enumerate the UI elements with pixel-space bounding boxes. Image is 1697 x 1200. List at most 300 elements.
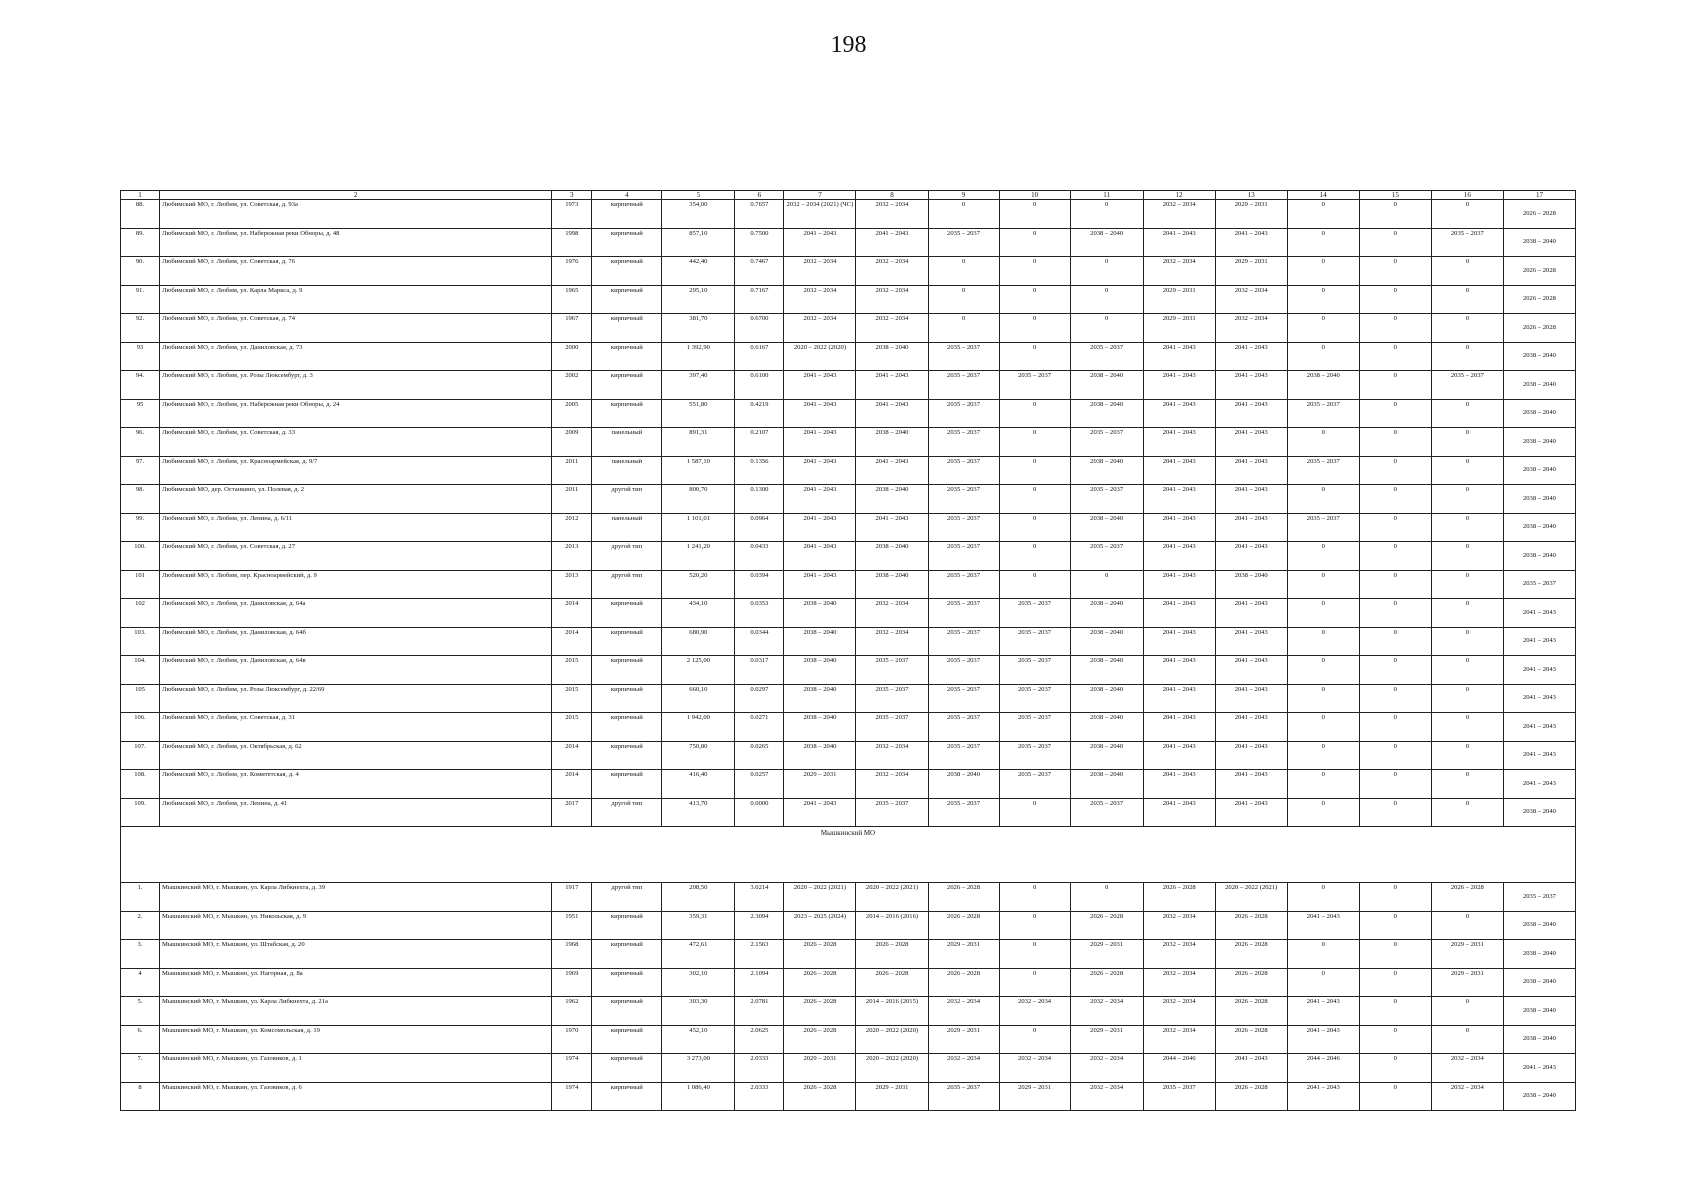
table-cell: Любимский МО, г. Любим, ул. Советская, д. 33: [160, 428, 552, 457]
table-cell: 2041 – 2043: [1143, 599, 1215, 628]
table-cell: 6.: [121, 1025, 160, 1054]
table-cell: 2032 – 2034: [856, 257, 928, 286]
table-cell: 1970: [552, 1025, 592, 1054]
table-cell: 2026 – 2028: [1070, 911, 1143, 940]
table-cell: 2038 – 2040: [1070, 627, 1143, 656]
table-cell: 0: [1431, 542, 1503, 571]
table-cell: 2041 – 2043: [1215, 228, 1287, 257]
table-cell: 2029 – 2031: [1431, 940, 1503, 969]
table-cell: Мышкинский МО, г. Мышкин, ул. Карла Либкнехта, д. 39: [160, 883, 552, 912]
table-cell: 2038 – 2040: [856, 428, 928, 457]
table-cell: 2038 – 2040: [856, 570, 928, 599]
table-cell: 95: [121, 399, 160, 428]
table-cell: 2026 – 2028: [1215, 968, 1287, 997]
table-cell: 2014 – 2016 (2015): [856, 997, 928, 1026]
table-cell: 0: [1287, 257, 1359, 286]
table-row: [121, 656, 1576, 685]
table-cell: 0: [1431, 428, 1503, 457]
table-cell: 0: [1359, 741, 1431, 770]
table-cell: Мышкинский МО, г. Мышкин, ул. Никольская, д. 9: [160, 911, 552, 940]
table-cell: 2032 – 2034: [1070, 997, 1143, 1026]
table-cell: 2038 – 2040: [1503, 399, 1575, 428]
section-row: [121, 827, 1576, 883]
table-row: [121, 968, 1576, 997]
table-cell: кирпичный: [592, 342, 662, 371]
table-row: [121, 257, 1576, 286]
table-cell: 2029 – 2031: [1143, 314, 1215, 343]
table-cell: 0: [1359, 371, 1431, 400]
table-cell: 0: [1359, 428, 1431, 457]
table-cell: 2029 – 2031: [784, 770, 856, 799]
table-cell: 2041 – 2043: [784, 228, 856, 257]
table-cell: 2038 – 2040: [1503, 1082, 1575, 1111]
table-cell: 416,40: [662, 770, 735, 799]
table-cell: 108.: [121, 770, 160, 799]
table-cell: 2032 – 2034: [784, 314, 856, 343]
table-cell: 1969: [552, 968, 592, 997]
page-number: 198: [830, 32, 867, 58]
table-cell: 94.: [121, 371, 160, 400]
table-cell: 0: [999, 911, 1070, 940]
table-cell: 2035 – 2037: [1070, 342, 1143, 371]
table-cell: 0: [1359, 228, 1431, 257]
table-cell: 208,50: [662, 883, 735, 912]
table-cell: 2041 – 2043: [1215, 741, 1287, 770]
table-cell: 2038 – 2040: [1503, 542, 1575, 571]
table-cell: 0: [1287, 314, 1359, 343]
table-row: [121, 599, 1576, 628]
table-row: [121, 798, 1576, 827]
table-cell: 660,10: [662, 684, 735, 713]
table-cell: Любимский МО, г. Любим, ул. Ленина, д. 6/11: [160, 513, 552, 542]
table-cell: 0.0433: [735, 542, 784, 571]
table-cell: 2038 – 2040: [1503, 798, 1575, 827]
table-row: [121, 285, 1576, 314]
table-cell: 2041 – 2043: [1143, 741, 1215, 770]
table-cell: 2038 – 2040: [1503, 456, 1575, 485]
table-cell: 2038 – 2040: [1070, 371, 1143, 400]
table-cell: Любимский МО, г. Любим, ул. Набережная реки Обноры, д. 24: [160, 399, 552, 428]
table-cell: 0: [1359, 456, 1431, 485]
table-cell: 2015: [552, 656, 592, 685]
table-cell: 2029 – 2031: [1215, 257, 1287, 286]
table-cell: 0.7467: [735, 257, 784, 286]
table-cell: 0: [1359, 798, 1431, 827]
table-cell: 2000: [552, 342, 592, 371]
table-cell: 1 086,40: [662, 1082, 735, 1111]
table-cell: 2035 – 2037: [928, 456, 999, 485]
table-cell: 0: [1359, 997, 1431, 1026]
table-cell: 105: [121, 684, 160, 713]
table-cell: 413,70: [662, 798, 735, 827]
table-cell: 2032 – 2034: [1143, 997, 1215, 1026]
table-cell: 0.0297: [735, 684, 784, 713]
table-cell: 0: [999, 883, 1070, 912]
table-cell: 397,40: [662, 371, 735, 400]
table-cell: кирпичный: [592, 399, 662, 428]
table-cell: 0.0000: [735, 798, 784, 827]
table-cell: 0.0394: [735, 570, 784, 599]
table-cell: 0: [999, 940, 1070, 969]
table-cell: 472,61: [662, 940, 735, 969]
table-cell: 0: [1431, 798, 1503, 827]
table-cell: 0: [1431, 257, 1503, 286]
table-cell: 2014: [552, 741, 592, 770]
table-cell: 2041 – 2043: [1287, 911, 1359, 940]
table-cell: 3 273,00: [662, 1054, 735, 1083]
table-cell: 2041 – 2043: [1215, 542, 1287, 571]
table-cell: 0: [1287, 599, 1359, 628]
table-cell: 0: [1070, 314, 1143, 343]
table-row: [121, 456, 1576, 485]
table-cell: 2029 – 2031: [1143, 285, 1215, 314]
table-cell: 2041 – 2043: [1143, 399, 1215, 428]
column-number: 1: [121, 191, 160, 200]
table-cell: кирпичный: [592, 285, 662, 314]
table-cell: 5.: [121, 997, 160, 1026]
table-cell: 0: [1431, 342, 1503, 371]
table-cell: 2038 – 2040: [1503, 371, 1575, 400]
table-cell: другой тип: [592, 570, 662, 599]
table-row: [121, 570, 1576, 599]
table-cell: 0: [999, 1025, 1070, 1054]
table-cell: 0: [1359, 542, 1431, 571]
table-row: [121, 485, 1576, 514]
table-cell: кирпичный: [592, 940, 662, 969]
table-cell: 2029 – 2031: [928, 1025, 999, 1054]
table-cell: кирпичный: [592, 997, 662, 1026]
table-cell: 2014: [552, 770, 592, 799]
table-cell: 0: [1359, 940, 1431, 969]
table-cell: 2032 – 2034: [1143, 1025, 1215, 1054]
table-cell: 2029 – 2031: [1070, 1025, 1143, 1054]
table-cell: 2035 – 2037: [856, 684, 928, 713]
table-cell: 0: [1431, 485, 1503, 514]
table-cell: 1967: [552, 314, 592, 343]
table-cell: 303,30: [662, 997, 735, 1026]
table-cell: 2041 – 2043: [1215, 399, 1287, 428]
table-cell: 2032 – 2034: [1143, 968, 1215, 997]
table-cell: 0.0271: [735, 713, 784, 742]
table-cell: 2015: [552, 684, 592, 713]
table-cell: 7.: [121, 1054, 160, 1083]
table-cell: 2020 – 2022 (2021): [1215, 883, 1287, 912]
table-cell: 2041 – 2043: [856, 513, 928, 542]
table-cell: 0: [1431, 314, 1503, 343]
table-cell: 2035 – 2037: [928, 342, 999, 371]
table-cell: 2041 – 2043: [1503, 741, 1575, 770]
table-cell: кирпичный: [592, 599, 662, 628]
table-cell: 2035 – 2037: [999, 741, 1070, 770]
table-cell: 0: [1359, 200, 1431, 229]
table-cell: 442,40: [662, 257, 735, 286]
table-cell: 2035 – 2037: [1431, 371, 1503, 400]
table-cell: 2035 – 2037: [999, 713, 1070, 742]
table-cell: другой тип: [592, 883, 662, 912]
table-cell: 2005: [552, 399, 592, 428]
table-cell: 2020 – 2022 (2020): [784, 342, 856, 371]
table-cell: 2.1563: [735, 940, 784, 969]
table-cell: 0: [999, 513, 1070, 542]
table-cell: 99.: [121, 513, 160, 542]
table-cell: 2026 – 2028: [1503, 285, 1575, 314]
table-cell: 0: [999, 285, 1070, 314]
table-cell: 891,31: [662, 428, 735, 457]
table-cell: 4: [121, 968, 160, 997]
table-cell: 1974: [552, 1082, 592, 1111]
table-cell: 2035 – 2037: [1070, 798, 1143, 827]
table-cell: 0: [1070, 257, 1143, 286]
table-cell: 2026 – 2028: [1503, 257, 1575, 286]
table-cell: 0: [1359, 570, 1431, 599]
table-cell: 2035 – 2037: [1143, 1082, 1215, 1111]
table-cell: 0.4219: [735, 399, 784, 428]
table-cell: 2032 – 2034: [856, 770, 928, 799]
table-cell: 2041 – 2043: [784, 542, 856, 571]
table-cell: 101: [121, 570, 160, 599]
table-row: [121, 314, 1576, 343]
table-cell: 2014: [552, 627, 592, 656]
table-cell: 0: [928, 285, 999, 314]
column-number: 15: [1359, 191, 1431, 200]
table-cell: 2032 – 2034 (2021) (ЧС): [784, 200, 856, 229]
table-cell: 2.1094: [735, 968, 784, 997]
table-row: [121, 200, 1576, 229]
table-cell: 2032 – 2034: [856, 285, 928, 314]
table-cell: 2038 – 2040: [1287, 371, 1359, 400]
column-number: 16: [1431, 191, 1503, 200]
table-cell: 2035 – 2037: [1431, 228, 1503, 257]
table-cell: 1 101,01: [662, 513, 735, 542]
table-cell: 2032 – 2034: [999, 997, 1070, 1026]
table-cell: 2035 – 2037: [928, 570, 999, 599]
table-cell: 2035 – 2037: [928, 1082, 999, 1111]
table-cell: кирпичный: [592, 684, 662, 713]
table-cell: 97.: [121, 456, 160, 485]
table-cell: 0: [1359, 257, 1431, 286]
table-cell: 2041 – 2043: [1503, 627, 1575, 656]
table-cell: 359,31: [662, 911, 735, 940]
table-cell: 2038 – 2040: [1503, 968, 1575, 997]
table-cell: 2032 – 2034: [999, 1054, 1070, 1083]
table-row: [121, 627, 1576, 656]
column-number: 7: [784, 191, 856, 200]
table-cell: 2020 – 2022 (2020): [856, 1054, 928, 1083]
table-cell: 0: [928, 314, 999, 343]
table-cell: 2035 – 2037: [1287, 399, 1359, 428]
table-cell: 1 942,00: [662, 713, 735, 742]
table-cell: Мышкинский МО, г. Мышкин, ул. Газовиков, д. 6: [160, 1082, 552, 1111]
table-cell: Любимский МО, г. Любим, ул. Советская, д. 31: [160, 713, 552, 742]
table-cell: 96.: [121, 428, 160, 457]
table-cell: 2041 – 2043: [1215, 656, 1287, 685]
table-cell: 2041 – 2043: [1215, 684, 1287, 713]
table-cell: 0: [1287, 627, 1359, 656]
table-cell: 2038 – 2040: [1070, 513, 1143, 542]
table-cell: 1973: [552, 200, 592, 229]
table-cell: 2038 – 2040: [784, 656, 856, 685]
table-cell: 2041 – 2043: [784, 456, 856, 485]
table-cell: 0: [999, 399, 1070, 428]
table-cell: кирпичный: [592, 656, 662, 685]
table-cell: 2032 – 2034: [856, 627, 928, 656]
table-cell: 0.6100: [735, 371, 784, 400]
table-cell: 2.0333: [735, 1082, 784, 1111]
table-cell: Любимский МО, г. Любим, ул. Комитетская, д. 4: [160, 770, 552, 799]
table-cell: 2041 – 2043: [1143, 570, 1215, 599]
table-cell: 2041 – 2043: [1215, 428, 1287, 457]
table-cell: 2026 – 2028: [1503, 200, 1575, 229]
table-cell: 0: [1359, 713, 1431, 742]
table-cell: 0: [1287, 968, 1359, 997]
table-cell: 1.: [121, 883, 160, 912]
table-cell: 2041 – 2043: [1143, 627, 1215, 656]
table-row: [121, 911, 1576, 940]
table-cell: 2013: [552, 570, 592, 599]
table-cell: 0: [1287, 570, 1359, 599]
table-cell: 0: [1359, 485, 1431, 514]
table-cell: 0.7657: [735, 200, 784, 229]
table-cell: 93: [121, 342, 160, 371]
table-cell: 2035 – 2037: [1287, 456, 1359, 485]
table-cell: 2035 – 2037: [999, 627, 1070, 656]
table-cell: 3.: [121, 940, 160, 969]
table-cell: 354,00: [662, 200, 735, 229]
table-cell: 2026 – 2028: [1503, 314, 1575, 343]
column-number: 11: [1070, 191, 1143, 200]
table-cell: 1962: [552, 997, 592, 1026]
table-row: [121, 228, 1576, 257]
table-row: [121, 741, 1576, 770]
table-cell: 0: [1431, 1025, 1503, 1054]
table-cell: 2038 – 2040: [784, 741, 856, 770]
table-cell: 2.3094: [735, 911, 784, 940]
table-cell: 0: [1287, 485, 1359, 514]
table-cell: кирпичный: [592, 1054, 662, 1083]
table-cell: 2029 – 2031: [1070, 940, 1143, 969]
table-cell: 2038 – 2040: [1070, 228, 1143, 257]
table-cell: 2032 – 2034: [856, 314, 928, 343]
table-row: [121, 1082, 1576, 1111]
table-cell: 0: [1359, 1054, 1431, 1083]
table-cell: 2038 – 2040: [856, 542, 928, 571]
table-cell: Мышкинский МО, г. Мышкин, ул. Нагорная, д. 8а: [160, 968, 552, 997]
table-cell: 2035 – 2037: [856, 798, 928, 827]
table-cell: 2038 – 2040: [1070, 770, 1143, 799]
table-cell: 1 241,20: [662, 542, 735, 571]
table-cell: 0: [1287, 228, 1359, 257]
table-cell: 2041 – 2043: [1503, 1054, 1575, 1083]
table-cell: панельный: [592, 513, 662, 542]
table-cell: 0: [1359, 342, 1431, 371]
table-cell: 2011: [552, 456, 592, 485]
table-cell: 88.: [121, 200, 160, 229]
table-cell: 2026 – 2028: [1215, 1025, 1287, 1054]
table-cell: 0: [1287, 656, 1359, 685]
column-number: 17: [1503, 191, 1575, 200]
table-cell: 0: [1359, 513, 1431, 542]
table-cell: 2035 – 2037: [999, 656, 1070, 685]
table-cell: Любимский МО, г. Любим, ул. Даниловская, д. 64б: [160, 627, 552, 656]
table-cell: 2041 – 2043: [784, 371, 856, 400]
table-cell: 2.: [121, 911, 160, 940]
table-cell: 0: [1287, 428, 1359, 457]
table-cell: 2038 – 2040: [1503, 1025, 1575, 1054]
table-cell: Мышкинский МО, г. Мышкин, ул. Газовиков, д. 1: [160, 1054, 552, 1083]
table-row: [121, 940, 1576, 969]
table-cell: 0: [1431, 713, 1503, 742]
table-cell: 0: [1431, 285, 1503, 314]
table-cell: 2032 – 2034: [928, 1054, 999, 1083]
table-cell: 302,10: [662, 968, 735, 997]
table-cell: 0: [1287, 542, 1359, 571]
table-cell: 0: [1359, 627, 1431, 656]
table-cell: 2041 – 2043: [784, 570, 856, 599]
table-cell: 2035 – 2037: [1287, 513, 1359, 542]
table-cell: 0: [999, 314, 1070, 343]
table-cell: 2041 – 2043: [1143, 485, 1215, 514]
table-cell: кирпичный: [592, 371, 662, 400]
table-cell: 2035 – 2037: [999, 599, 1070, 628]
table-cell: 0: [928, 200, 999, 229]
table-cell: 2.0625: [735, 1025, 784, 1054]
table-row: [121, 997, 1576, 1026]
table-cell: 2038 – 2040: [1503, 342, 1575, 371]
table-cell: 2026 – 2028: [784, 1025, 856, 1054]
column-number: 9: [928, 191, 999, 200]
table-cell: 2.0781: [735, 997, 784, 1026]
table-cell: 2041 – 2043: [1143, 798, 1215, 827]
column-number: 6: [735, 191, 784, 200]
table-cell: Любимский МО, г. Любим, ул. Даниловская, д. 64а: [160, 599, 552, 628]
table-cell: 2035 – 2037: [856, 713, 928, 742]
table-cell: 2041 – 2043: [1143, 428, 1215, 457]
table-cell: 2014 – 2016 (2016): [856, 911, 928, 940]
table-row: [121, 770, 1576, 799]
table-cell: 2041 – 2043: [1143, 513, 1215, 542]
table-cell: 2041 – 2043: [1215, 627, 1287, 656]
table-cell: 104.: [121, 656, 160, 685]
table-cell: Любимский МО, г. Любим, ул. Октябрьская, д. 62: [160, 741, 552, 770]
table-cell: Любимский МО, г. Любим, ул. Советская, д. 76: [160, 257, 552, 286]
table-cell: 2041 – 2043: [1503, 684, 1575, 713]
table-cell: 680,90: [662, 627, 735, 656]
table-cell: 2026 – 2028: [1215, 911, 1287, 940]
table-cell: 2.0333: [735, 1054, 784, 1083]
table-cell: 2029 – 2031: [856, 1082, 928, 1111]
table-cell: 2038 – 2040: [1070, 399, 1143, 428]
table-cell: 2035 – 2037: [928, 627, 999, 656]
table-cell: 2 125,00: [662, 656, 735, 685]
table-cell: 2038 – 2040: [856, 485, 928, 514]
table-cell: 0: [999, 257, 1070, 286]
table-cell: 2041 – 2043: [1215, 485, 1287, 514]
table-cell: 2020 – 2022 (2021): [784, 883, 856, 912]
table-cell: 0: [1359, 883, 1431, 912]
table-cell: 2009: [552, 428, 592, 457]
table-cell: 0: [999, 968, 1070, 997]
table-cell: 2026 – 2028: [784, 997, 856, 1026]
table-cell: 2035 – 2037: [928, 684, 999, 713]
table-cell: 2041 – 2043: [784, 428, 856, 457]
table-cell: Любимский МО, г. Любим, ул. Ленина, д. 41: [160, 798, 552, 827]
table-cell: другой тип: [592, 542, 662, 571]
table-cell: 0: [1359, 684, 1431, 713]
table-cell: 1 392,90: [662, 342, 735, 371]
table-cell: 0: [1287, 741, 1359, 770]
table-cell: 98.: [121, 485, 160, 514]
table-cell: 2029 – 2031: [784, 1054, 856, 1083]
